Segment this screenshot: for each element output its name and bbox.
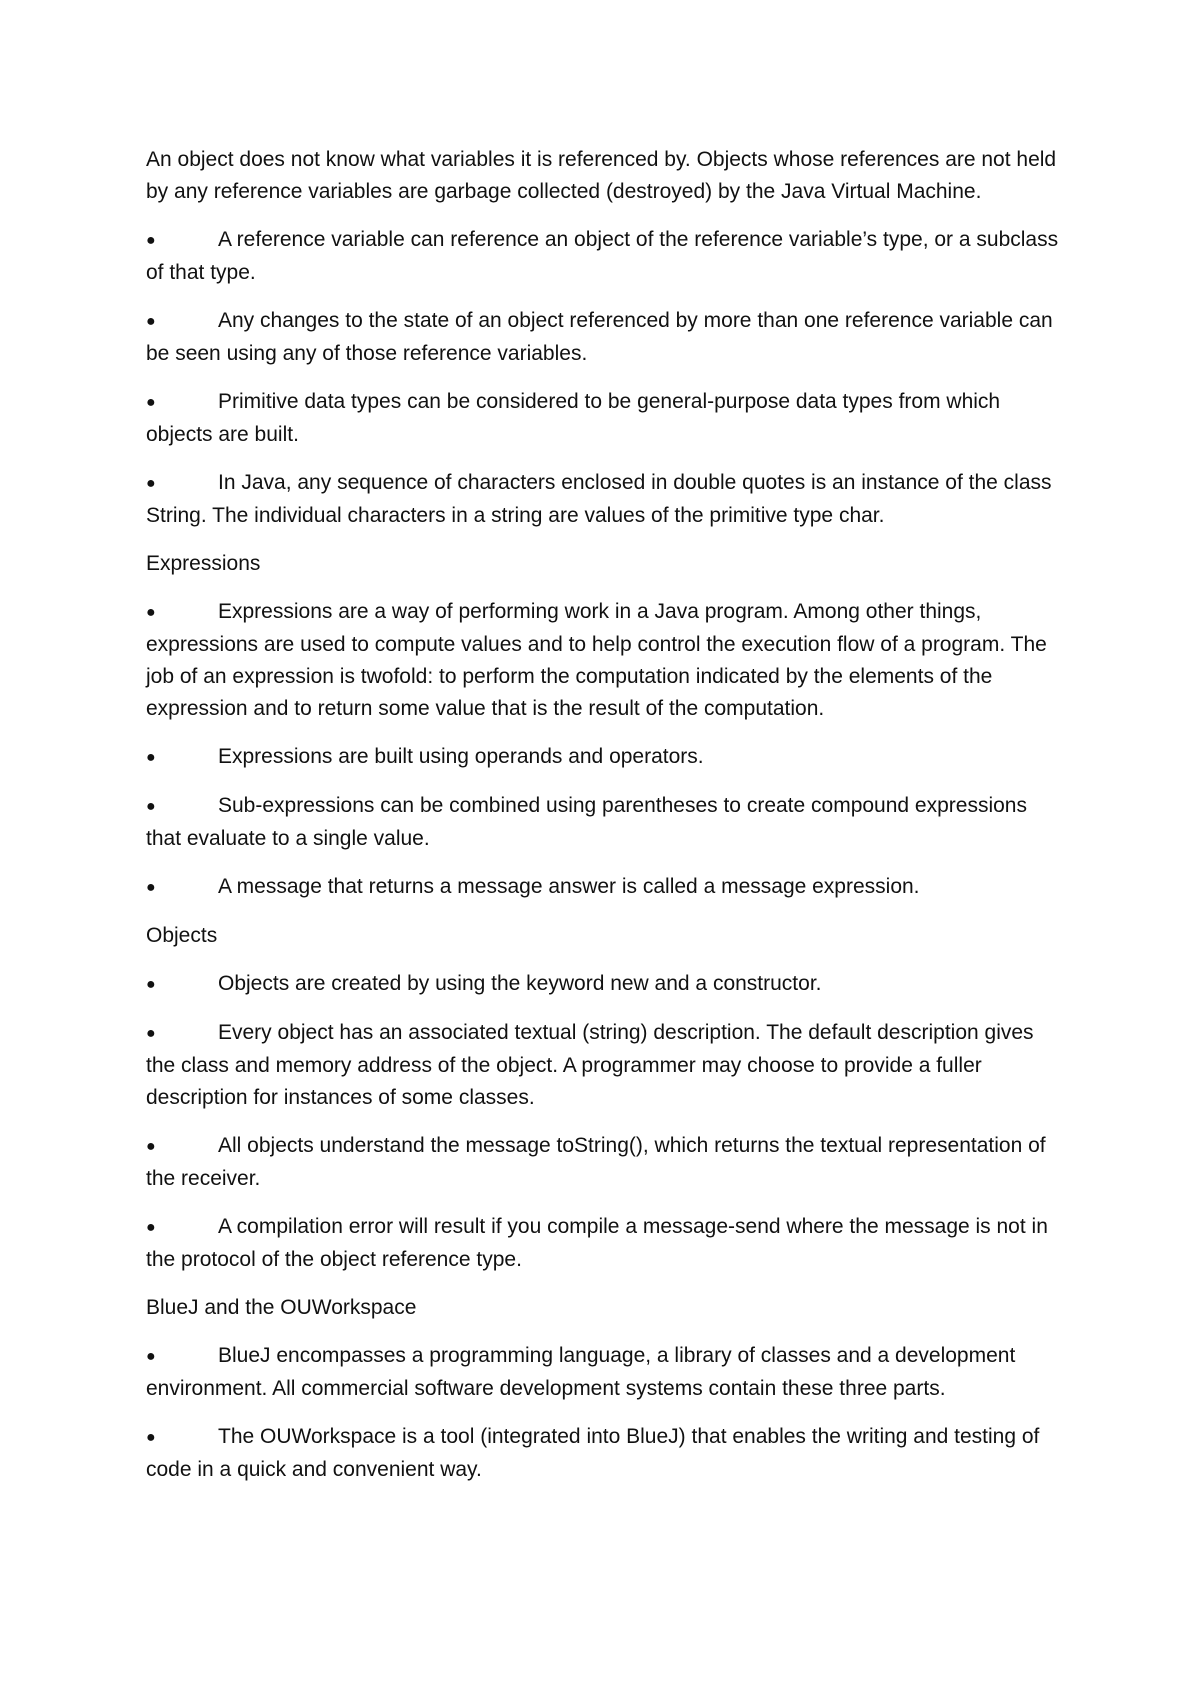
list-item-text: A message that returns a message answer is called a message expression. [218, 875, 920, 898]
list-item-text: Any changes to the state of an object referenced by more than one reference variable can be seen using any of those reference variables. [146, 309, 1053, 365]
bullet-icon: ● [146, 749, 156, 766]
list-item-text: The OUWorkspace is a tool (integrated into BlueJ) that enables the writing and testing of code in a quick and convenient way. [146, 1425, 1040, 1481]
document-page [146, 144, 1066, 1502]
section-heading-bluej: BlueJ and the OUWorkspace [146, 1296, 417, 1319]
list-item [146, 305, 1066, 370]
list-item-text: A compilation error will result if you compile a message-send where the message is not in the protocol of the object reference type. [146, 1215, 1048, 1271]
intro-paragraph: An object does not know what variables it is referenced by. Objects whose references are not held by any reference variables are garbage collected (destroyed) by the Java Virtual Machine. [146, 148, 1057, 203]
bullet-icon: ● [146, 604, 156, 621]
list-item [146, 1211, 1066, 1276]
bullet-icon: ● [146, 1025, 156, 1042]
bullet-icon: ● [146, 232, 156, 249]
list-item-text: Sub-expressions can be combined using parentheses to create compound expressions that evaluate to a single value. [146, 794, 1027, 850]
list-item [146, 1421, 1066, 1486]
bullet-icon: ● [146, 394, 156, 411]
bullet-icon: ● [146, 1219, 156, 1236]
list-item [146, 1130, 1066, 1195]
bullet-icon: ● [146, 1138, 156, 1155]
list-item-text: Expressions are a way of performing work in a Java program. Among other things, expressions are used to compute values and to help control the execution flow of a program. The job of an expression is twofold: to perform the computation indicated by the elements of the expression and to return some value that is the result of the computation. [146, 600, 1047, 720]
list-item [146, 741, 1066, 774]
bullet-icon: ● [146, 798, 156, 815]
list-item-text: BlueJ encompasses a programming language, a library of classes and a development environment. All commercial software development systems contain these three parts. [146, 1344, 1016, 1400]
list-item-text: In Java, any sequence of characters enclosed in double quotes is an instance of the class String. The individual characters in a string are values of the primitive type char. [146, 471, 1052, 527]
list-item [146, 386, 1066, 451]
list-item-text: All objects understand the message toString(), which returns the textual representation of the receiver. [146, 1134, 1046, 1190]
list-item-text: Objects are created by using the keyword new and a constructor. [218, 972, 822, 995]
list-item-text: Expressions are built using operands and operators. [218, 745, 704, 768]
bullet-icon: ● [146, 976, 156, 993]
list-item-text: A reference variable can reference an object of the reference variable’s type, or a subclass of that type. [146, 228, 1059, 284]
bullet-icon: ● [146, 313, 156, 330]
bullet-icon: ● [146, 475, 156, 492]
list-item [146, 968, 1066, 1001]
list-item [146, 224, 1066, 289]
list-item [146, 467, 1066, 532]
list-item-text: Every object has an associated textual (string) description. The default description gives the class and memory address of the object. A programmer may choose to provide a fuller description for instances of some classes. [146, 1021, 1034, 1109]
list-item [146, 1017, 1066, 1114]
bullet-icon: ● [146, 1429, 156, 1446]
section-heading-expressions: Expressions [146, 552, 261, 575]
list-item [146, 1340, 1066, 1405]
section-heading-objects: Objects [146, 924, 218, 947]
bullet-icon: ● [146, 1348, 156, 1365]
list-item [146, 871, 1066, 904]
bullet-icon: ● [146, 879, 156, 896]
list-item [146, 790, 1066, 855]
list-item [146, 596, 1066, 725]
list-item-text: Primitive data types can be considered to be general-purpose data types from which objects are built. [146, 390, 1001, 446]
